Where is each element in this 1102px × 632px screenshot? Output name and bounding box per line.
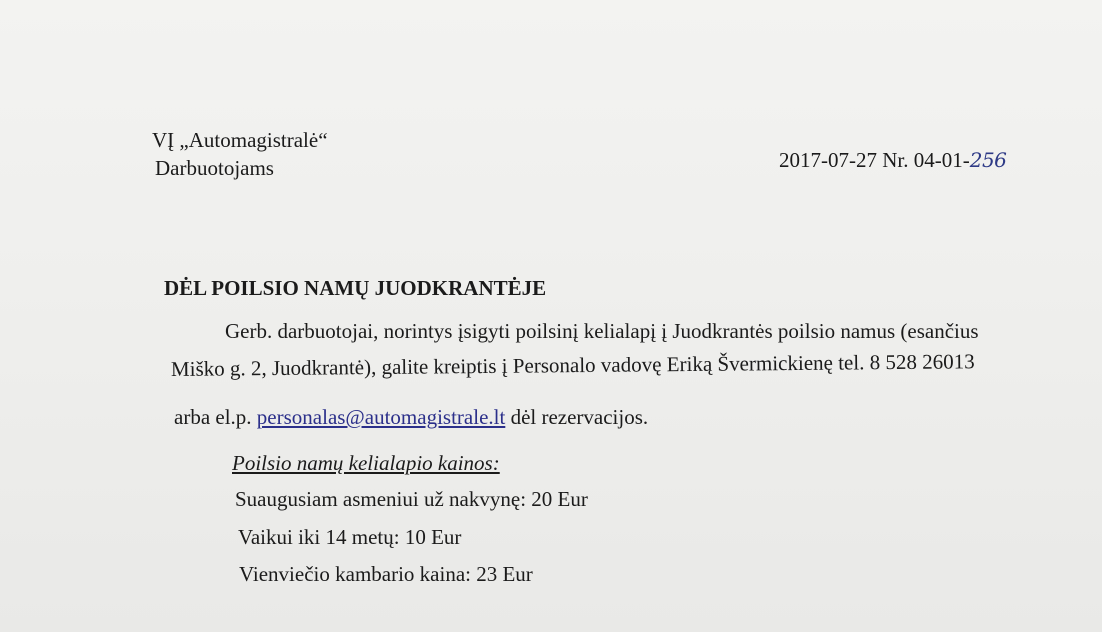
recipient-group: Darbuotojams xyxy=(155,156,274,180)
body-line-3 xyxy=(174,407,648,428)
body-line-1: Gerb. darbuotojai, norintys įsigyti poilsinį kelialapį į Juodkrantės poilsio namus (esančius xyxy=(225,319,979,343)
body-line-3-suffix: dėl rezervacijos. xyxy=(505,405,649,429)
price-item: Vaikui iki 14 metų: 10 Eur xyxy=(238,525,462,549)
price-item: Suaugusiam asmeniui už nakvynę: 20 Eur xyxy=(235,487,588,511)
document-date-number: 2017-07-27 Nr. 04-01- xyxy=(779,148,970,172)
document-reference xyxy=(779,150,1006,171)
body-line-3-prefix: arba el.p. xyxy=(174,405,257,429)
recipient-organization: VĮ „Automagistralė“ xyxy=(152,128,328,152)
letter-subject: DĖL POILSIO NAMŲ JUODKRANTĖJE xyxy=(164,276,547,300)
body-line-2: Miško g. 2, Juodkrantė), galite kreiptis į Personalo vadovę Eriką Švermickienę tel. 8 528 26013 xyxy=(170,349,975,381)
email-link[interactable]: personalas@automagistrale.lt xyxy=(256,405,506,429)
prices-heading: Poilsio namų kelialapio kainos: xyxy=(232,451,500,475)
handwritten-document-number: 256 xyxy=(969,148,1007,172)
price-item: Vienviečio kambario kaina: 23 Eur xyxy=(239,562,533,586)
